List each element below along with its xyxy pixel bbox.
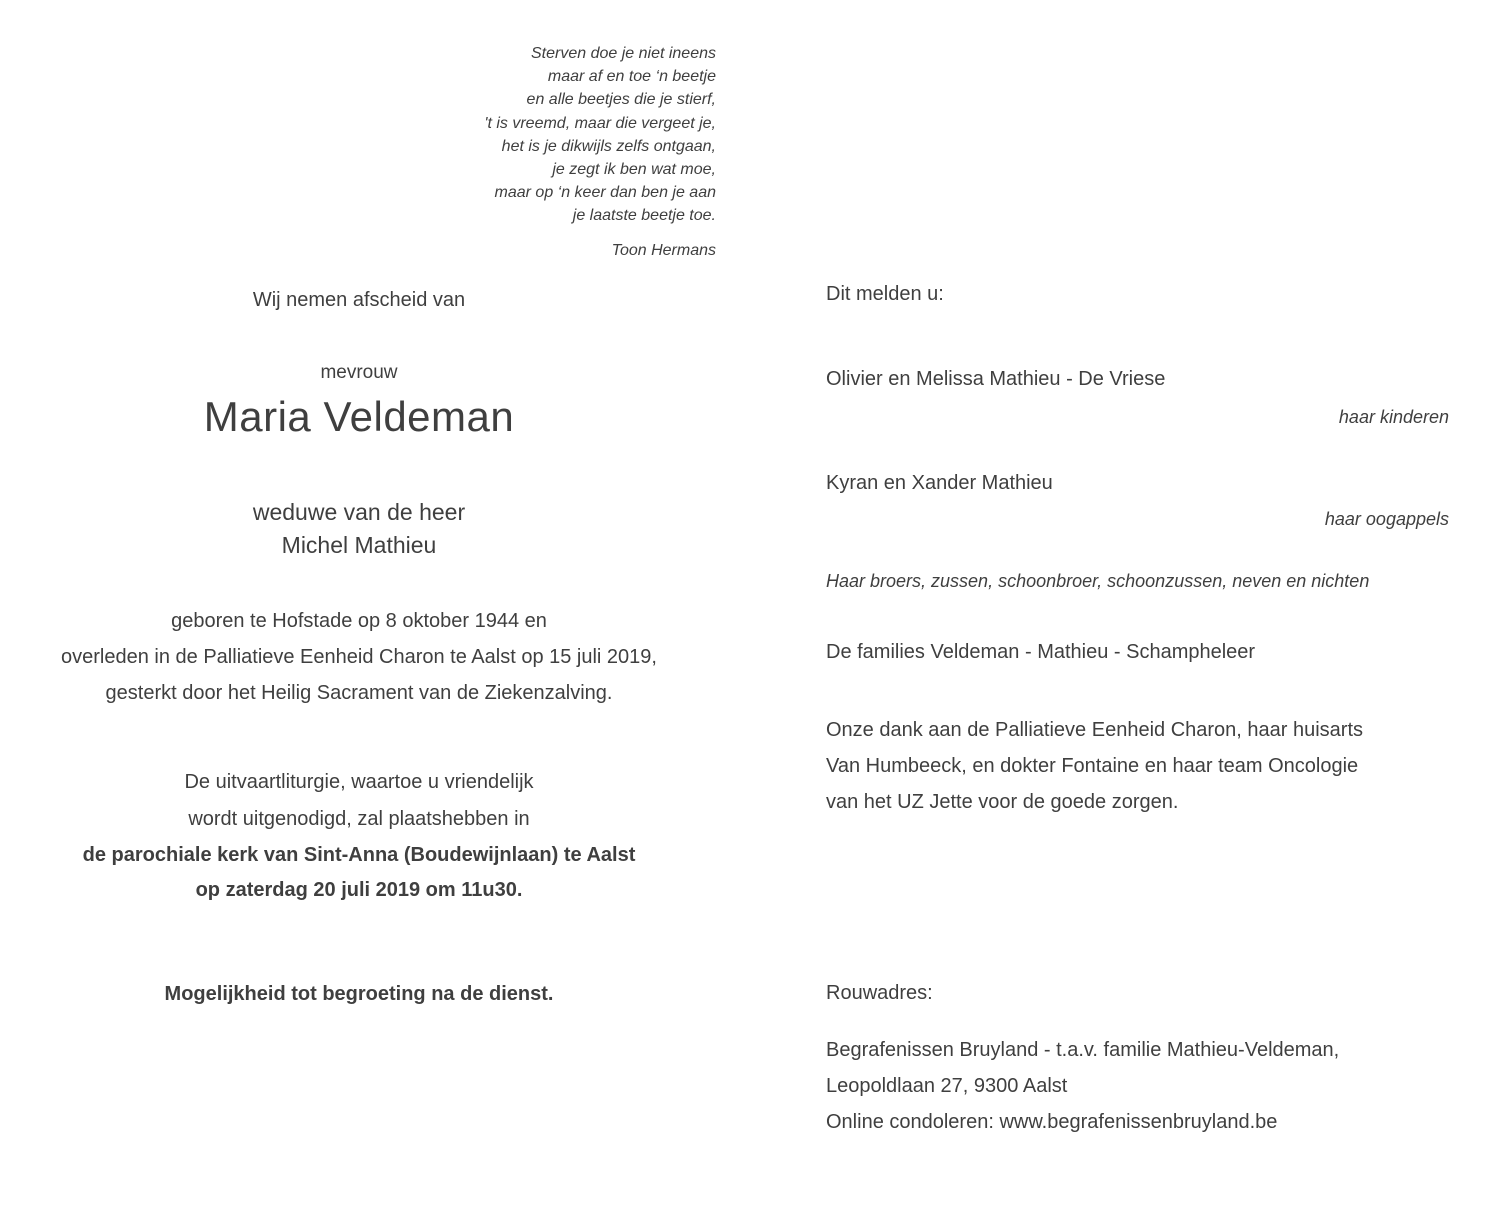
birth-line: geboren te Hofstade op 8 oktober 1944 en [171, 610, 547, 632]
condolence-link: Online condoleren: www.begrafenissenbruyland.be [826, 1111, 1278, 1133]
address-label: Rouwadres: [826, 982, 933, 1004]
grandchildren-names: Kyran en Xander Mathieu [826, 472, 1053, 494]
announce-text: Dit melden u: [826, 283, 944, 305]
death-line: overleden in de Palliatieve Eenheid Charon te Aalst op 15 juli 2019, [61, 646, 657, 668]
families-line: De families Veldeman - Mathieu - Schampheleer [826, 641, 1256, 663]
address-line: Leopoldlaan 27, 9300 Aalst [826, 1075, 1068, 1097]
honorific: mevrouw [320, 362, 398, 383]
children-role: haar kinderen [1338, 407, 1449, 427]
spouse-line: weduwe van de heer [252, 499, 466, 525]
address-block [826, 1032, 1339, 1140]
service-datetime: op zaterdag 20 juli 2019 om 11u30. [195, 879, 523, 901]
service-line: wordt uitgenodigd, zal plaatshebben in [188, 808, 530, 830]
sacrament-line: gesterkt door het Heilig Sacrament van de Ziekenzalving. [105, 682, 613, 704]
deceased-name: Maria Veldeman [203, 393, 515, 440]
thanks-line: Onze dank aan de Palliatieve Eenheid Charon, haar huisarts [826, 719, 1364, 741]
church-location: de parochiale kerk van Sint-Anna (Boudewijnlaan) te Aalst [82, 844, 636, 866]
poem-line: het is je dikwijls zelfs ontgaan, [501, 137, 716, 155]
intro-text: Wij nemen afscheid van [252, 289, 466, 311]
poem-line: je laatste beetje toe. [572, 207, 716, 225]
poem-line: Sterven doe je niet ineens [530, 45, 716, 62]
poem-line: en alle beetjes die je stierf, [526, 91, 716, 109]
funeral-service [0, 764, 718, 908]
spouse-name: Michel Mathieu [281, 532, 437, 558]
thanks-line: van het UZ Jette voor de goede zorgen. [826, 791, 1179, 813]
poem-line: maar op ‘n keer dan ben je aan [494, 184, 716, 202]
poem-line: je zegt ik ben wat moe, [552, 161, 716, 179]
thanks-line: Van Humbeeck, en dokter Fontaine en haar team Oncologie [826, 755, 1359, 777]
service-line: De uitvaartliturgie, waartoe u vriendelijk [184, 771, 534, 793]
spouse-info [0, 496, 718, 562]
life-dates [0, 603, 718, 711]
children-names: Olivier en Melissa Mathieu - De Vriese [826, 368, 1166, 390]
siblings-line: Haar broers, zussen, schoonbroer, schoonzussen, neven en nichten [826, 571, 1370, 591]
poem-line: maar af en toe ‘n beetje [547, 68, 716, 86]
poem-author: Toon Hermans [611, 241, 716, 259]
address-line: Begrafenissen Bruyland - t.a.v. familie Mathieu-Veldeman, [826, 1039, 1340, 1061]
poem-line: 't is vreemd, maar die vergeet je, [484, 114, 716, 132]
greeting-note: Mogelijkheid tot begroeting na de dienst. [164, 983, 554, 1005]
grandchildren-role: haar oogappels [1324, 509, 1449, 529]
poem [484, 42, 716, 262]
thanks-block [826, 712, 1363, 820]
